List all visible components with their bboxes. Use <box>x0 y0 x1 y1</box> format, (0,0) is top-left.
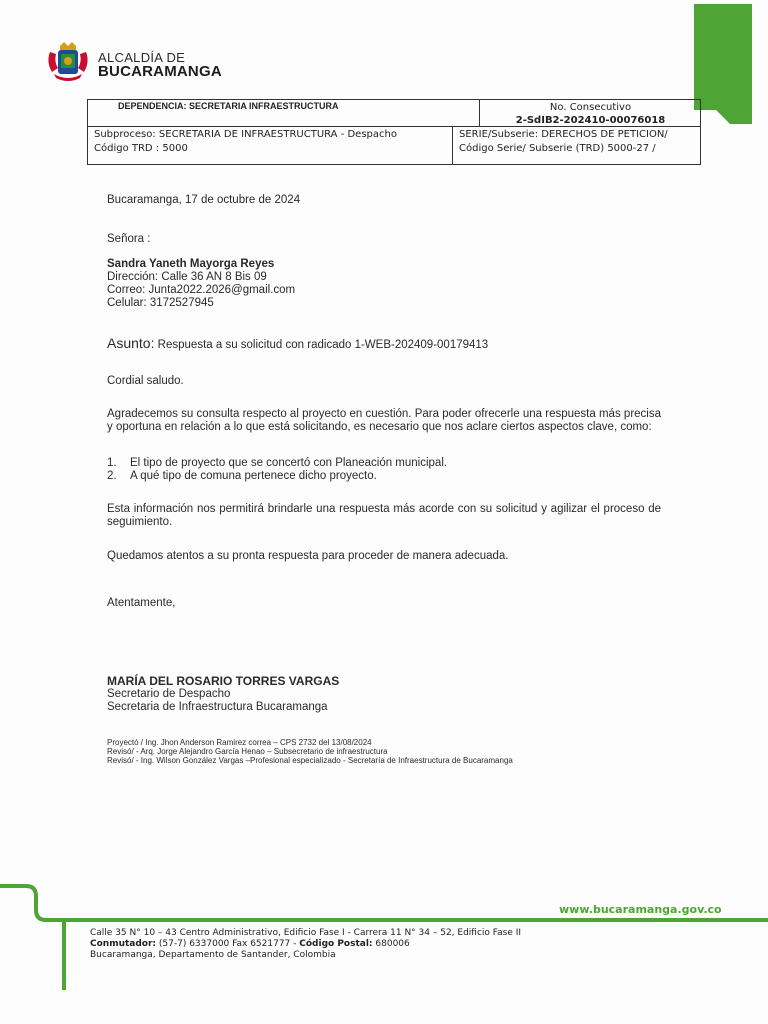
postal-value: 680006 <box>372 939 410 949</box>
footer-city: Bucaramanga, Departamento de Santander, Colombia <box>90 950 336 960</box>
paragraph-2: Esta información nos permitirá brindarle una respuesta más acorde con su solicitud y agilizar el proceso de seguimiento. <box>107 503 661 528</box>
list-text: El tipo de proyecto que se concertó con Planeación municipal. <box>130 457 448 469</box>
closing: Atentamente, <box>107 597 176 609</box>
asunto-line <box>107 337 488 352</box>
document-metadata-box <box>87 99 701 165</box>
signer-name: MARÍA DEL ROSARIO TORRES VARGAS <box>107 674 340 688</box>
list-text: A qué tipo de comuna pertenece dicho proyecto. <box>130 470 377 482</box>
logo-text-bucaramanga: BUCARAMANGA <box>98 63 222 80</box>
codigo-trd-text: Código TRD : 5000 <box>94 143 188 154</box>
clarification-list <box>107 457 447 483</box>
footer-address: Calle 35 N° 10 – 43 Centro Administrativo, Edificio Fase I - Carrera 11 N° 34 – 52, Edificio Fase II <box>90 928 522 938</box>
serie-text: SERIE/Subserie: DERECHOS DE PETICION/ <box>459 129 668 140</box>
conmutador-label: Conmutador: <box>90 939 157 949</box>
consecutivo-label: No. Consecutivo <box>549 102 632 113</box>
greeting: Cordial saludo. <box>107 375 184 387</box>
list-number: 1. <box>107 457 117 469</box>
consecutivo-value: 2-SdIB2-202410-00076018 <box>515 115 666 126</box>
conmutador-value: (57-7) 6337000 Fax 6521777 - <box>156 939 300 949</box>
website-link[interactable]: www.bucaramanga.gov.co <box>559 903 722 916</box>
subproceso-text: Subproceso: SECRETARIA DE INFRAESTRUCTURA - Despacho <box>94 129 397 140</box>
signer-title: Secretario de Despacho <box>107 688 231 700</box>
footer-contact <box>90 939 410 951</box>
consecutivo-cell <box>480 100 701 127</box>
recipient-email: Correo: Junta2022.2026@gmail.com <box>107 284 296 296</box>
paragraph-1: Agradecemos su consulta respecto al proyecto en cuestión. Para poder ofrecerle una respuesta más precisa y oportuna en relación a lo que está solicitando, es necesario que nos aclare ciertos aspectos clave, como: <box>107 408 661 433</box>
letter-date: Bucaramanga, 17 de octubre de 2024 <box>107 194 301 206</box>
logo-text-alcaldia: ALCALDÍA DE <box>98 50 186 65</box>
subproceso-cell <box>88 127 453 165</box>
list-number: 2. <box>107 470 117 482</box>
bucaramanga-seal-logo <box>44 42 92 82</box>
recipient-address: Dirección: Calle 36 AN 8 Bis 09 <box>107 271 267 283</box>
paragraph-3: Quedamos atentos a su pronta respuesta para proceder de manera adecuada. <box>107 550 509 562</box>
signer-office: Secretaria de Infraestructura Bucaramanga <box>107 701 328 713</box>
recipient-phone: Celular: 3172527945 <box>107 297 214 309</box>
corner-brand-tab <box>694 4 752 124</box>
asunto-label: Asunto: <box>107 335 155 351</box>
review-line: Revisó/ - Ing. Wilson González Vargas –Profesional especializado - Secretaría de Infraestructura de Bucaramanga <box>107 756 513 765</box>
postal-label: Código Postal: <box>299 939 373 949</box>
dependencia-cell: DEPENDENCIA: SECRETARIA INFRAESTRUCTURA <box>88 100 480 127</box>
asunto-text: Respuesta a su solicitud con radicado 1-WEB-202409-00179413 <box>154 339 489 351</box>
letter-salutation: Señora : <box>107 233 151 245</box>
recipient-name: Sandra Yaneth Mayorga Reyes <box>107 258 275 270</box>
list-item <box>107 457 447 470</box>
review-line: Proyectó / Ing. Jhon Anderson Ramirez correa – CPS 2732 del 13/08/2024 <box>107 738 372 747</box>
review-line: Revisó/ - Arq. Jorge Alejandro García Henao – Subsecretario de infraestructura <box>107 747 388 756</box>
serie-cell <box>453 127 701 165</box>
list-item <box>107 470 447 483</box>
codigo-serie-text: Código Serie/ Subserie (TRD) 5000-27 / <box>459 143 656 154</box>
